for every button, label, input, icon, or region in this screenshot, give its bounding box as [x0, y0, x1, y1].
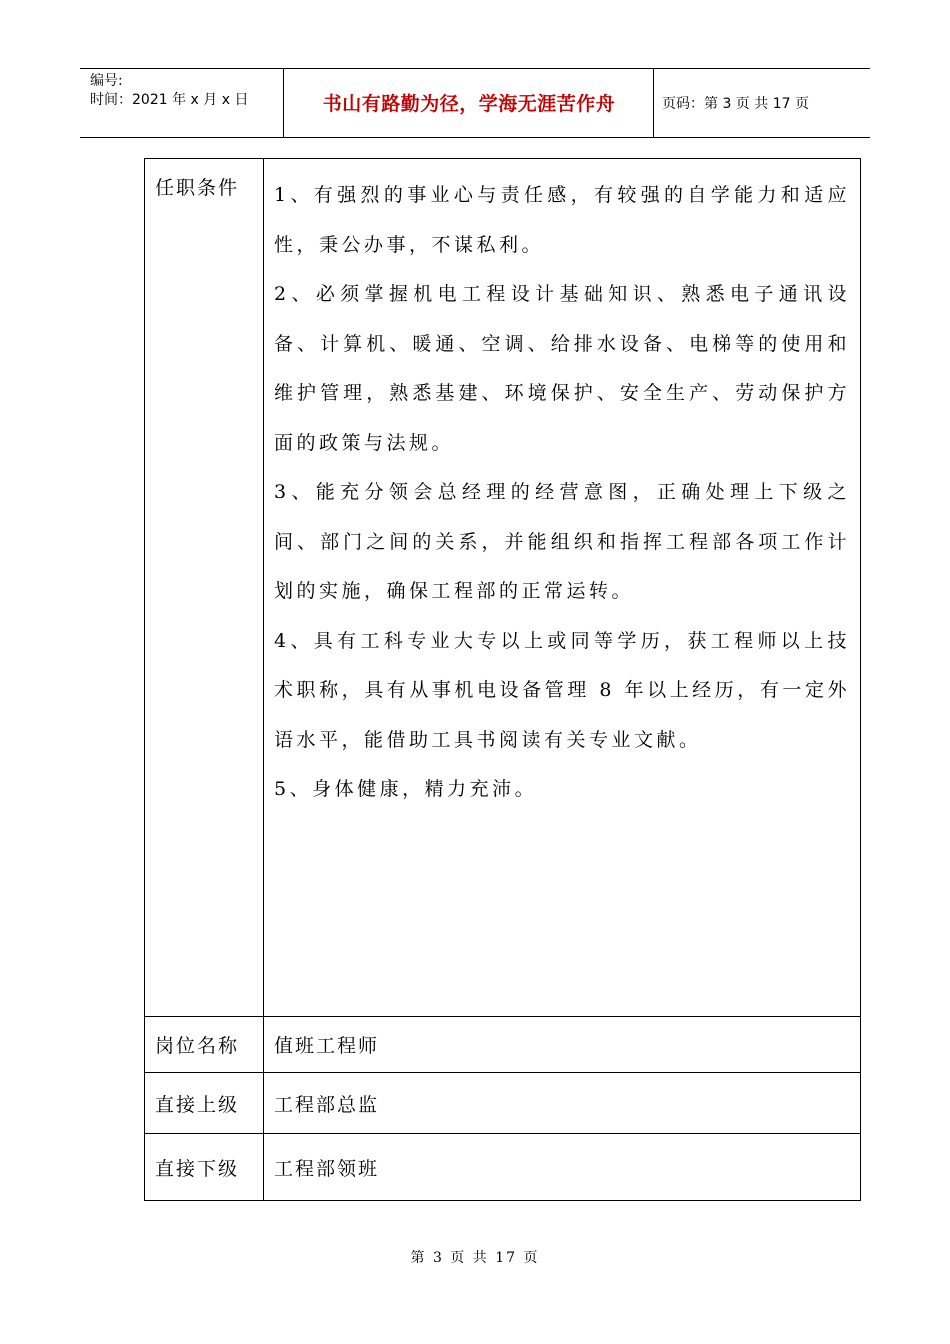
document-date: 时间：2021 年 x 月 x 日	[90, 92, 249, 108]
direct-subordinate-value: 工程部领班	[264, 1134, 861, 1201]
requirement-item: 5、身体健康，精力充沛。	[274, 778, 538, 800]
requirement-item: 4、具有工科专业大专以上或同等学历，获工程师以上技术职称，具有从事机电设备管理 8 年以上经历，有一定外语水平，能借助工具书阅读有关专业文献。	[274, 629, 850, 751]
header-page-info: 页码：第 3 页 共 17 页	[662, 96, 809, 112]
requirements-label: 任职条件	[145, 159, 264, 1017]
position-name-value: 值班工程师	[264, 1017, 861, 1073]
direct-superior-label: 直接上级	[145, 1073, 264, 1134]
table-row	[145, 1073, 861, 1134]
requirements-content	[264, 159, 861, 1017]
page-footer: 第 3 页 共 17 页	[410, 1250, 540, 1266]
requirement-item: 2、必须掌握机电工程设计基础知识、熟悉电子通讯设备、计算机、暖通、空调、给排水设备、电梯等的使用和维护管理，熟悉基建、环境保护、安全生产、劳动保护方面的政策与法规。	[274, 283, 850, 454]
page-header	[80, 68, 870, 138]
direct-superior-value: 工程部总监	[264, 1073, 861, 1134]
requirement-item: 1、有强烈的事业心与责任感，有较强的自学能力和适应性，秉公办事，不谋私利。	[274, 184, 850, 256]
job-description-table	[144, 158, 861, 1201]
table-row	[145, 1017, 861, 1073]
header-meta	[90, 72, 248, 110]
table-row	[145, 1134, 861, 1201]
position-name-label: 岗位名称	[145, 1017, 264, 1073]
requirement-item: 3、能充分领会总经理的经营意图，正确处理上下级之间、部门之间的关系，并能组织和指挥工程部各项工作计划的实施，确保工程部的正常运转。	[274, 481, 850, 602]
direct-subordinate-label: 直接下级	[145, 1134, 264, 1201]
header-motto: 书山有路勤为径，学海无涯苦作舟	[322, 93, 616, 115]
table-row	[145, 159, 861, 1017]
document-number-label: 编号:	[90, 73, 123, 89]
